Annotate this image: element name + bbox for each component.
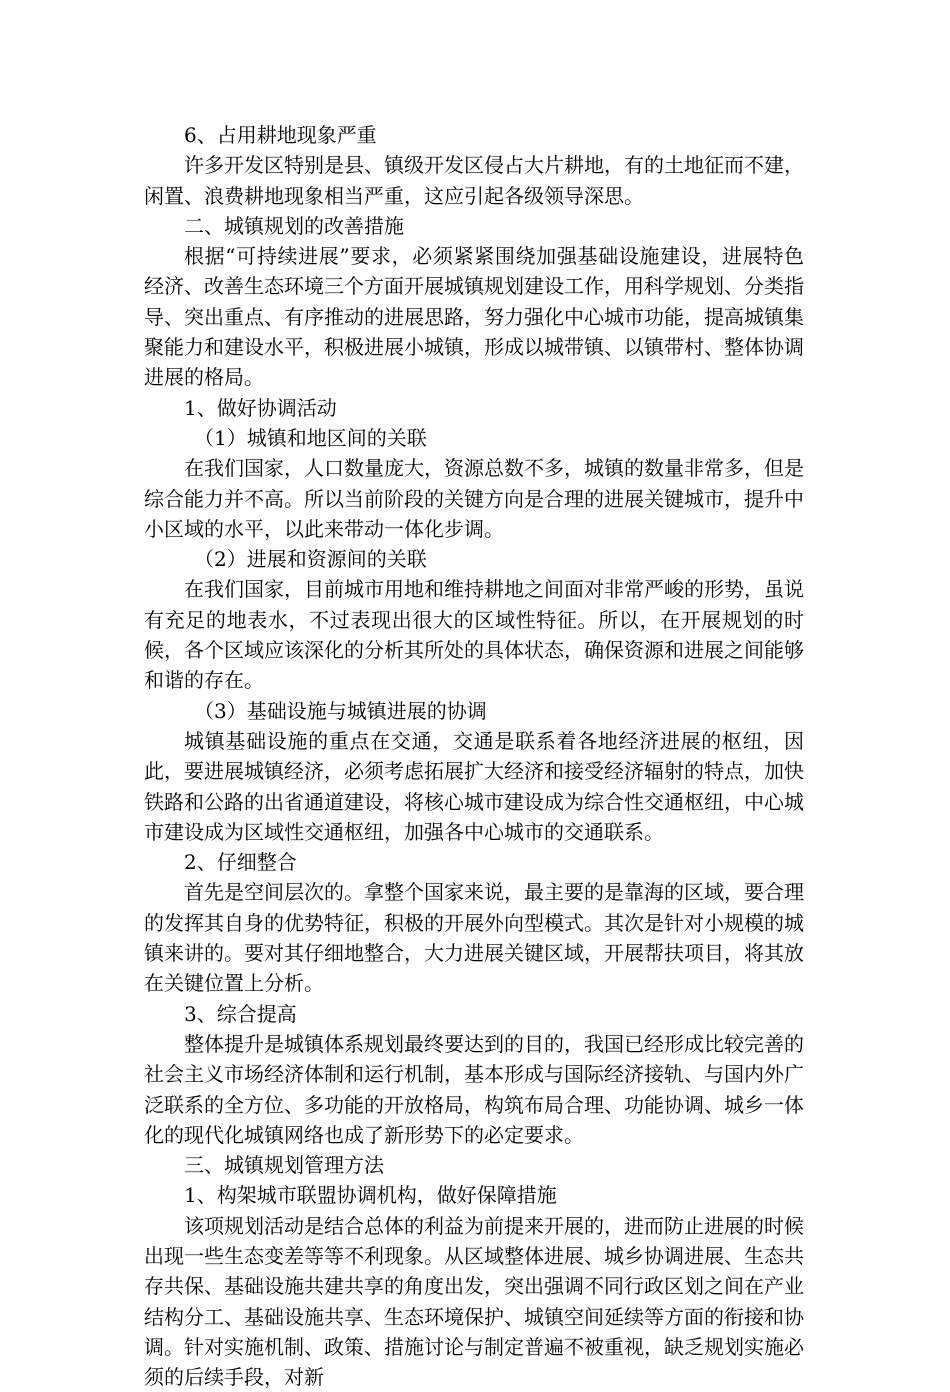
body-paragraph: 根据“可持续进展”要求，必须紧紧围绕加强基础设施建设，进展特色经济、改善生态环境三个方面开展城镇规划建设工作，用科学规划、分类指导、突出重点、有序推动的进展思路，努力强化中心城市功能，提高城镇集聚能力和建设水平，积极进展小城镇，形成以城带镇、以镇带村、整体协调进展的格局。: [144, 244, 804, 390]
body-paragraph: 在我们国家，人口数量庞大，资源总数不多，城镇的数量非常多，但是综合能力并不高。所以当前阶段的关键方向是合理的进展关键城市，提升中小区域的水平，以此来带动一体化步调。: [144, 456, 804, 541]
section-heading: 6、占用耕地现象严重: [184, 123, 377, 147]
subsection-heading: （3）基础设施与城镇进展的协调: [194, 698, 487, 723]
section-heading: 1、构架城市联盟协调机构，做好保障措施: [184, 1183, 557, 1208]
body-paragraph: 在我们国家，目前城市用地和维持耕地之间面对非常严峻的形势，虽说有充足的地表水，不过表现出很大的区域性特征。所以，在开展规划的时候，各个区域应该深化的分析其所处的具体状态，确保资源和进展之间能够和谐的存在。: [144, 577, 804, 693]
section-heading: 3、综合提高: [184, 1001, 297, 1026]
body-paragraph: 城镇基础设施的重点在交通，交通是联系着各地经济进展的枢纽，因此，要进展城镇经济，必须考虑拓展扩大经济和接受经济辐射的特点，加快铁路和公路的出省通道建设，将核心城市建设成为综合性交通枢纽，中心城市建设成为区域性交通枢纽，加强各中心城市的交通联系。: [144, 728, 804, 844]
body-paragraph: 该项规划活动是结合总体的利益为前提来开展的，进而防止进展的时候出现一些生态变差等等不利现象。从区域整体进展、城乡协调进展、生态共存共保、基础设施共建共享的角度出发，突出强调不同行政区划之间在产业结构分工、基础设施共享、生态环境保护、城镇空间延续等方面的衔接和协调。针对实施机制、政策、措施讨论与制定普遍不被重视，缺乏规划实施必须的后续手段，对新: [144, 1213, 804, 1390]
section-heading: 三、城镇规划管理方法: [184, 1153, 384, 1178]
section-heading: 二、城镇规划的改善措施: [184, 213, 404, 238]
subsection-heading: （2）进展和资源间的关联: [194, 547, 427, 572]
body-paragraph: 整体提升是城镇体系规划最终要达到的目的，我国已经形成比较完善的社会主义市场经济体制和运行机制，基本形成与国际经济接轨、与国内外广泛联系的全方位、多功能的开放格局，构筑布局合理、功能协调、城乡一体化的现代化城镇网络也成了新形势下的必定要求。: [144, 1031, 804, 1147]
document-body: [144, 120, 804, 1392]
section-heading: 1、做好协调活动: [184, 395, 337, 420]
body-paragraph: 许多开发区特别是县、镇级开发区侵占大片耕地，有的土地征而不建，闲置、浪费耕地现象相当严重，这应引起各级领导深思。: [144, 153, 804, 208]
body-paragraph: 首先是空间层次的。拿整个国家来说，最主要的是靠海的区域，要合理的发挥其自身的优势特征，积极的开展外向型模式。其次是针对小规模的城镇来讲的。要对其仔细地整合，大力进展关键区域，开展帮扶项目，将其放在关键位置上分析。: [144, 880, 804, 996]
subsection-heading: （1）城镇和地区间的关联: [194, 425, 427, 450]
section-heading: 2、仔细整合: [184, 850, 297, 875]
